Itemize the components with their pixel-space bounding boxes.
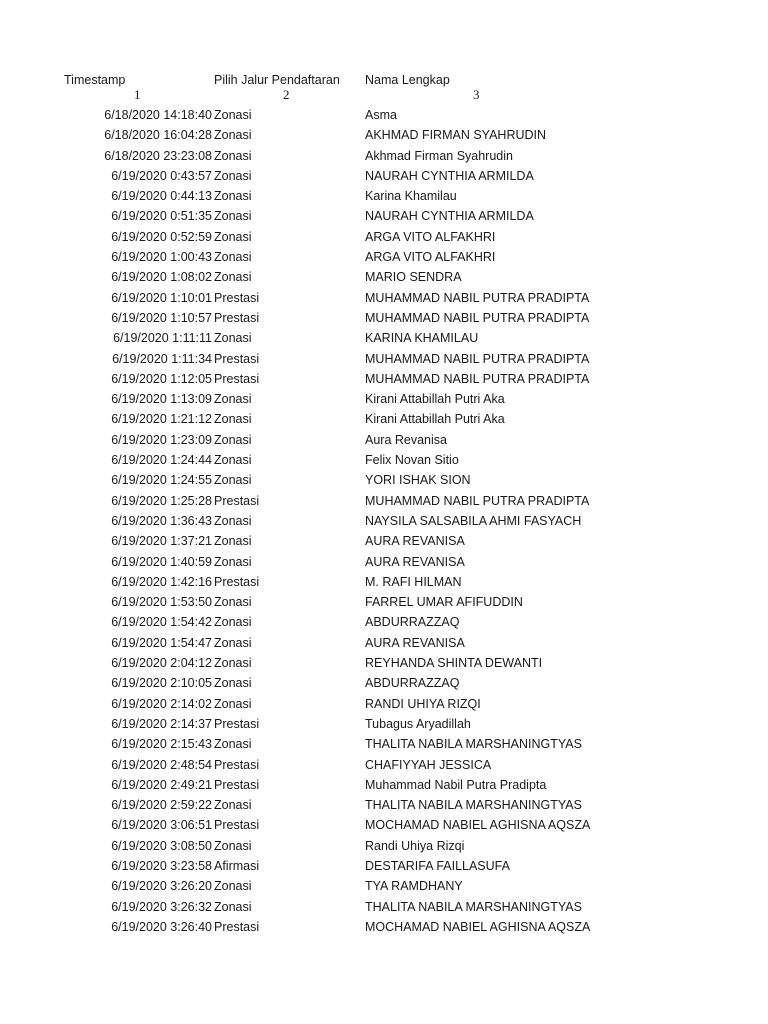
timestamp-cell: 6/19/2020 2:14:37 [111,716,212,731]
table-row [0,815,768,835]
table-row [0,288,768,308]
table-row [0,105,768,125]
jalur-cell: Zonasi [214,696,252,711]
table-row [0,166,768,186]
table-row [0,349,768,369]
nama-cell: MUHAMMAD NABIL PUTRA PRADIPTA [365,371,590,386]
jalur-cell: Zonasi [214,899,252,914]
table-row [0,552,768,572]
table-row [0,146,768,166]
nama-cell: NAURAH CYNTHIA ARMILDA [365,168,534,183]
timestamp-cell: 6/19/2020 1:00:43 [111,250,212,265]
nama-cell: ARGA VITO ALFAKHRI [365,250,496,265]
timestamp-cell: 6/19/2020 1:11:11 [113,331,212,346]
table-row [0,612,768,632]
jalur-cell: Zonasi [214,168,252,183]
jalur-cell: Zonasi [214,432,252,447]
timestamp-cell: 6/19/2020 0:51:35 [111,209,212,224]
table-row [0,836,768,856]
jalur-cell: Zonasi [214,250,252,265]
nama-cell: AURA REVANISA [365,554,465,569]
table-row [0,470,768,490]
jalur-cell: Zonasi [214,534,252,549]
jalur-cell: Prestasi [214,310,260,325]
table-row [0,897,768,917]
timestamp-cell: 6/19/2020 3:26:40 [111,919,212,934]
table-row [0,125,768,145]
table-row [0,572,768,592]
timestamp-cell: 6/19/2020 0:52:59 [111,229,212,244]
nama-cell: KARINA KHAMILAU [365,331,479,346]
timestamp-cell: 6/19/2020 2:48:54 [111,757,212,772]
column-header-timestamp: Timestamp [64,73,126,87]
timestamp-cell: 6/19/2020 2:04:12 [111,656,212,671]
timestamp-cell: 6/18/2020 16:04:28 [104,128,212,143]
table-row [0,328,768,348]
nama-cell: THALITA NABILA MARSHANINGTYAS [365,798,582,813]
timestamp-cell: 6/19/2020 1:40:59 [111,554,212,569]
table-row [0,450,768,470]
table-row [0,653,768,673]
jalur-cell: Zonasi [214,473,252,488]
jalur-cell: Zonasi [214,229,252,244]
timestamp-cell: 6/19/2020 1:24:44 [111,453,212,468]
table-row [0,186,768,206]
jalur-cell: Zonasi [214,615,252,630]
timestamp-cell: 6/19/2020 1:12:05 [111,371,212,386]
column-number-3: 3 [473,87,480,102]
timestamp-cell: 6/19/2020 1:54:47 [111,635,212,650]
nama-cell: FARREL UMAR AFIFUDDIN [365,595,523,610]
timestamp-cell: 6/19/2020 1:54:42 [111,615,212,630]
timestamp-cell: 6/19/2020 2:10:05 [111,676,212,691]
timestamp-cell: 6/19/2020 1:21:12 [111,412,212,427]
table-row [0,775,768,795]
table-row [0,714,768,734]
jalur-cell: Zonasi [214,108,252,122]
jalur-cell: Zonasi [214,635,252,650]
timestamp-cell: 6/19/2020 1:25:28 [111,493,212,508]
nama-cell: MOCHAMAD NABIEL AGHISNA AQSZA [365,919,591,934]
jalur-cell: Zonasi [214,128,252,143]
jalur-cell: Zonasi [214,148,252,163]
nama-cell: MOCHAMAD NABIEL AGHISNA AQSZA [365,818,591,833]
jalur-cell: Zonasi [214,453,252,468]
nama-cell: Karina Khamilau [365,189,457,204]
table-row [0,389,768,409]
jalur-cell: Zonasi [214,270,252,285]
jalur-cell: Prestasi [214,757,260,772]
jalur-cell: Prestasi [214,818,260,833]
nama-cell: Aura Revanisa [365,432,447,447]
jalur-cell: Zonasi [214,656,252,671]
timestamp-cell: 6/19/2020 1:24:55 [111,473,212,488]
nama-cell: Muhammad Nabil Putra Pradipta [365,777,547,792]
nama-cell: AKHMAD FIRMAN SYAHRUDIN [365,128,547,143]
jalur-cell: Prestasi [214,716,260,731]
nama-cell: Kirani Attabillah Putri Aka [365,412,505,427]
column-header-nama: Nama Lengkap [365,73,450,87]
nama-cell: YORI ISHAK SION [365,473,471,488]
jalur-cell: Prestasi [214,777,260,792]
nama-cell: MUHAMMAD NABIL PUTRA PRADIPTA [365,290,590,305]
nama-cell: Asma [365,108,397,122]
nama-cell: Tubagus Aryadillah [365,716,471,731]
column-header-jalur: Pilih Jalur Pendaftaran [214,73,340,87]
timestamp-cell: 6/19/2020 1:10:01 [111,290,212,305]
timestamp-cell: 6/19/2020 2:49:21 [111,777,212,792]
jalur-cell: Zonasi [214,331,252,346]
timestamp-cell: 6/19/2020 3:08:50 [111,838,212,853]
timestamp-cell: 6/19/2020 1:08:02 [111,270,212,285]
nama-cell: TYA RAMDHANY [365,879,463,894]
timestamp-cell: 6/19/2020 1:11:34 [112,351,212,366]
jalur-cell: Zonasi [214,392,252,407]
nama-cell: CHAFIYYAH JESSICA [365,757,492,772]
timestamp-cell: 6/19/2020 0:43:57 [111,168,212,183]
nama-cell: NAYSILA SALSABILA AHMI FASYACH [365,513,582,528]
table-row [0,633,768,653]
jalur-cell: Afirmasi [214,858,260,873]
column-number-1: 1 [134,87,141,102]
timestamp-cell: 6/19/2020 3:26:32 [111,899,212,914]
jalur-cell: Prestasi [214,351,260,366]
nama-cell: NAURAH CYNTHIA ARMILDA [365,209,534,224]
table-row [0,795,768,815]
jalur-cell: Zonasi [214,513,252,528]
jalur-cell: Prestasi [214,919,260,934]
jalur-cell: Zonasi [214,595,252,610]
timestamp-cell: 6/18/2020 23:23:08 [104,148,212,163]
table-row [0,511,768,531]
nama-cell: RANDI UHIYA RIZQI [365,696,481,711]
table-row [0,694,768,714]
nama-cell: MARIO SENDRA [365,270,462,285]
timestamp-cell: 6/19/2020 2:14:02 [111,696,212,711]
nama-cell: AURA REVANISA [365,635,465,650]
timestamp-cell: 6/19/2020 3:23:58 [111,858,212,873]
nama-cell: Kirani Attabillah Putri Aka [365,392,505,407]
table-row [0,856,768,876]
nama-cell: Akhmad Firman Syahrudin [365,148,513,163]
table-row [0,409,768,429]
table-row [0,673,768,693]
timestamp-cell: 6/19/2020 1:37:21 [111,534,212,549]
nama-cell: THALITA NABILA MARSHANINGTYAS [365,899,582,914]
jalur-cell: Zonasi [214,554,252,569]
nama-cell: ABDURRAZZAQ [365,676,460,691]
table-row [0,491,768,511]
nama-cell: ARGA VITO ALFAKHRI [365,229,496,244]
timestamp-cell: 6/19/2020 1:42:16 [111,574,212,589]
nama-cell: M. RAFI HILMAN [365,574,462,589]
jalur-cell: Zonasi [214,879,252,894]
timestamp-cell: 6/19/2020 3:06:51 [111,818,212,833]
nama-cell: ABDURRAZZAQ [365,615,460,630]
timestamp-cell: 6/19/2020 2:15:43 [111,737,212,752]
table-row [0,430,768,450]
timestamp-cell: 6/19/2020 1:23:09 [111,432,212,447]
timestamp-cell: 6/19/2020 1:13:09 [111,392,212,407]
nama-cell: MUHAMMAD NABIL PUTRA PRADIPTA [365,310,590,325]
timestamp-cell: 6/19/2020 0:44:13 [111,189,212,204]
nama-cell: MUHAMMAD NABIL PUTRA PRADIPTA [365,351,590,366]
table-row [0,876,768,896]
table-row [0,369,768,389]
table-row [0,592,768,612]
jalur-cell: Prestasi [214,371,260,386]
table-row [0,206,768,226]
table-body [0,105,768,937]
table-row [0,755,768,775]
jalur-cell: Zonasi [214,412,252,427]
nama-cell: MUHAMMAD NABIL PUTRA PRADIPTA [365,493,590,508]
table-row [0,227,768,247]
jalur-cell: Zonasi [214,209,252,224]
table-row [0,267,768,287]
table-row [0,734,768,754]
nama-cell: Felix Novan Sitio [365,453,459,468]
nama-cell: THALITA NABILA MARSHANINGTYAS [365,737,582,752]
jalur-cell: Zonasi [214,676,252,691]
jalur-cell: Prestasi [214,290,260,305]
nama-cell: Randi Uhiya Rizqi [365,838,465,853]
nama-cell: REYHANDA SHINTA DEWANTI [365,656,543,671]
jalur-cell: Zonasi [214,189,252,204]
jalur-cell: Zonasi [214,798,252,813]
table-row [0,531,768,551]
jalur-cell: Prestasi [214,574,260,589]
timestamp-cell: 6/19/2020 1:53:50 [111,595,212,610]
timestamp-cell: 6/19/2020 3:26:20 [111,879,212,894]
column-number-2: 2 [283,87,290,102]
jalur-cell: Prestasi [214,493,260,508]
table-header [0,73,768,103]
timestamp-cell: 6/19/2020 1:10:57 [111,310,212,325]
timestamp-cell: 6/19/2020 1:36:43 [111,513,212,528]
nama-cell: DESTARIFA FAILLASUFA [365,858,510,873]
jalur-cell: Zonasi [214,737,252,752]
table-row [0,308,768,328]
timestamp-cell: 6/18/2020 14:18:40 [104,108,212,122]
nama-cell: AURA REVANISA [365,534,465,549]
table-row [0,917,768,937]
timestamp-cell: 6/19/2020 2:59:22 [111,798,212,813]
jalur-cell: Zonasi [214,838,252,853]
table-row [0,247,768,267]
